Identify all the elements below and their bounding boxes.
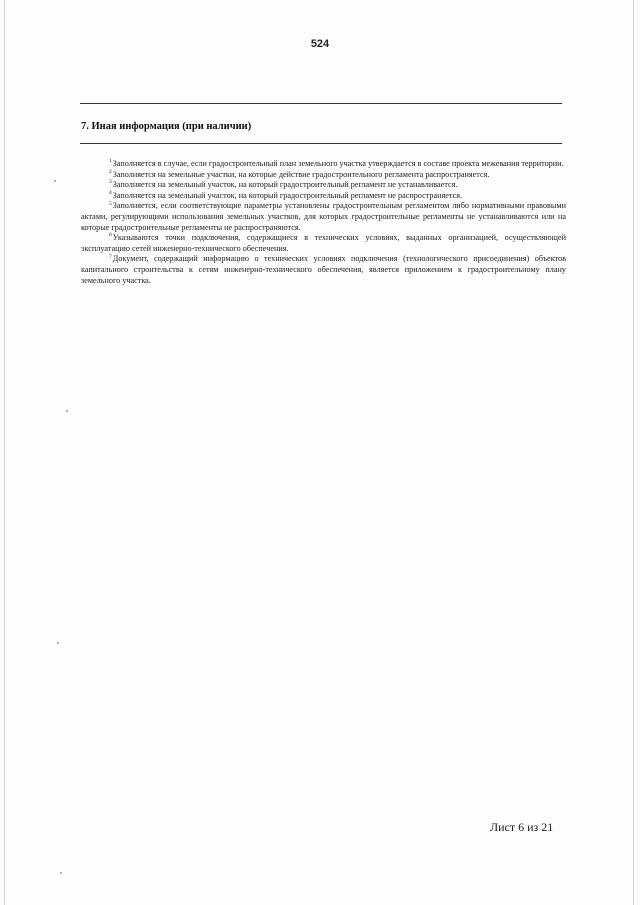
footnote-text: Заполняется на земельный участок, на который градостроительный регламент не устанавливается. xyxy=(112,180,458,190)
footnote-text: Указываются точки подключения, содержащиеся в технических условиях, выданных организацией, осуществляющей эксплуатацию сетей инженерно-технического обеспечения. xyxy=(81,233,566,253)
footnote-2 xyxy=(81,170,566,181)
footnote-text: Документ, содержащий информацию о технических условиях подключения (технологического присоединения) объектов капитального строительства к сетям инженерно-технического обеспечения, является приложением к градостроительному плану земельного участка. xyxy=(81,254,566,285)
footnote-7 xyxy=(81,254,566,286)
footnote-text: Заполняется на земельный участок, на который градостроительный регламент не распространяется. xyxy=(112,190,463,200)
footnote-3 xyxy=(81,180,566,191)
page-number: 524 xyxy=(310,38,330,50)
scan-edge-left xyxy=(4,0,5,905)
section-heading: 7. Иная информация (при наличии) xyxy=(81,121,252,132)
footnote-5 xyxy=(81,201,566,233)
heading-underline xyxy=(80,143,562,144)
scan-speck xyxy=(57,642,59,644)
footnotes-list xyxy=(81,159,566,286)
footnote-text: Заполняется в случае, если градостроительный план земельного участка утверждается в составе проекта межевания территории. xyxy=(112,159,564,168)
scan-speck xyxy=(54,180,56,182)
footnote-mark: 5 xyxy=(109,200,112,207)
footnote-mark: 7 xyxy=(109,253,112,260)
footnote-6 xyxy=(81,233,566,254)
scan-speck xyxy=(66,410,68,412)
sheet-counter: Лист 6 из 21 xyxy=(490,820,554,834)
footnote-mark: 2 xyxy=(109,168,112,175)
scan-speck xyxy=(60,872,62,874)
scan-edge-right xyxy=(633,0,634,905)
footnote-text: Заполняется, если соответствующие параметры установлены градостроительным регламентом либо нормативными правовыми актами, регулирующими использования земельных участков, для которых градостроительные регламенты не устанавливаются или на которые градостроительные регламенты не распространяются. xyxy=(81,201,566,232)
footnote-mark: 4 xyxy=(109,190,112,197)
footnote-1 xyxy=(81,159,566,170)
footnote-mark: 1 xyxy=(109,158,112,165)
footnote-4 xyxy=(81,191,566,202)
footnote-text: Заполняется на земельные участки, на которые действие градостроительного регламента распространяется. xyxy=(112,169,490,179)
footnote-mark: 6 xyxy=(109,232,112,239)
footnote-mark: 3 xyxy=(109,179,112,186)
top-divider xyxy=(80,103,562,104)
